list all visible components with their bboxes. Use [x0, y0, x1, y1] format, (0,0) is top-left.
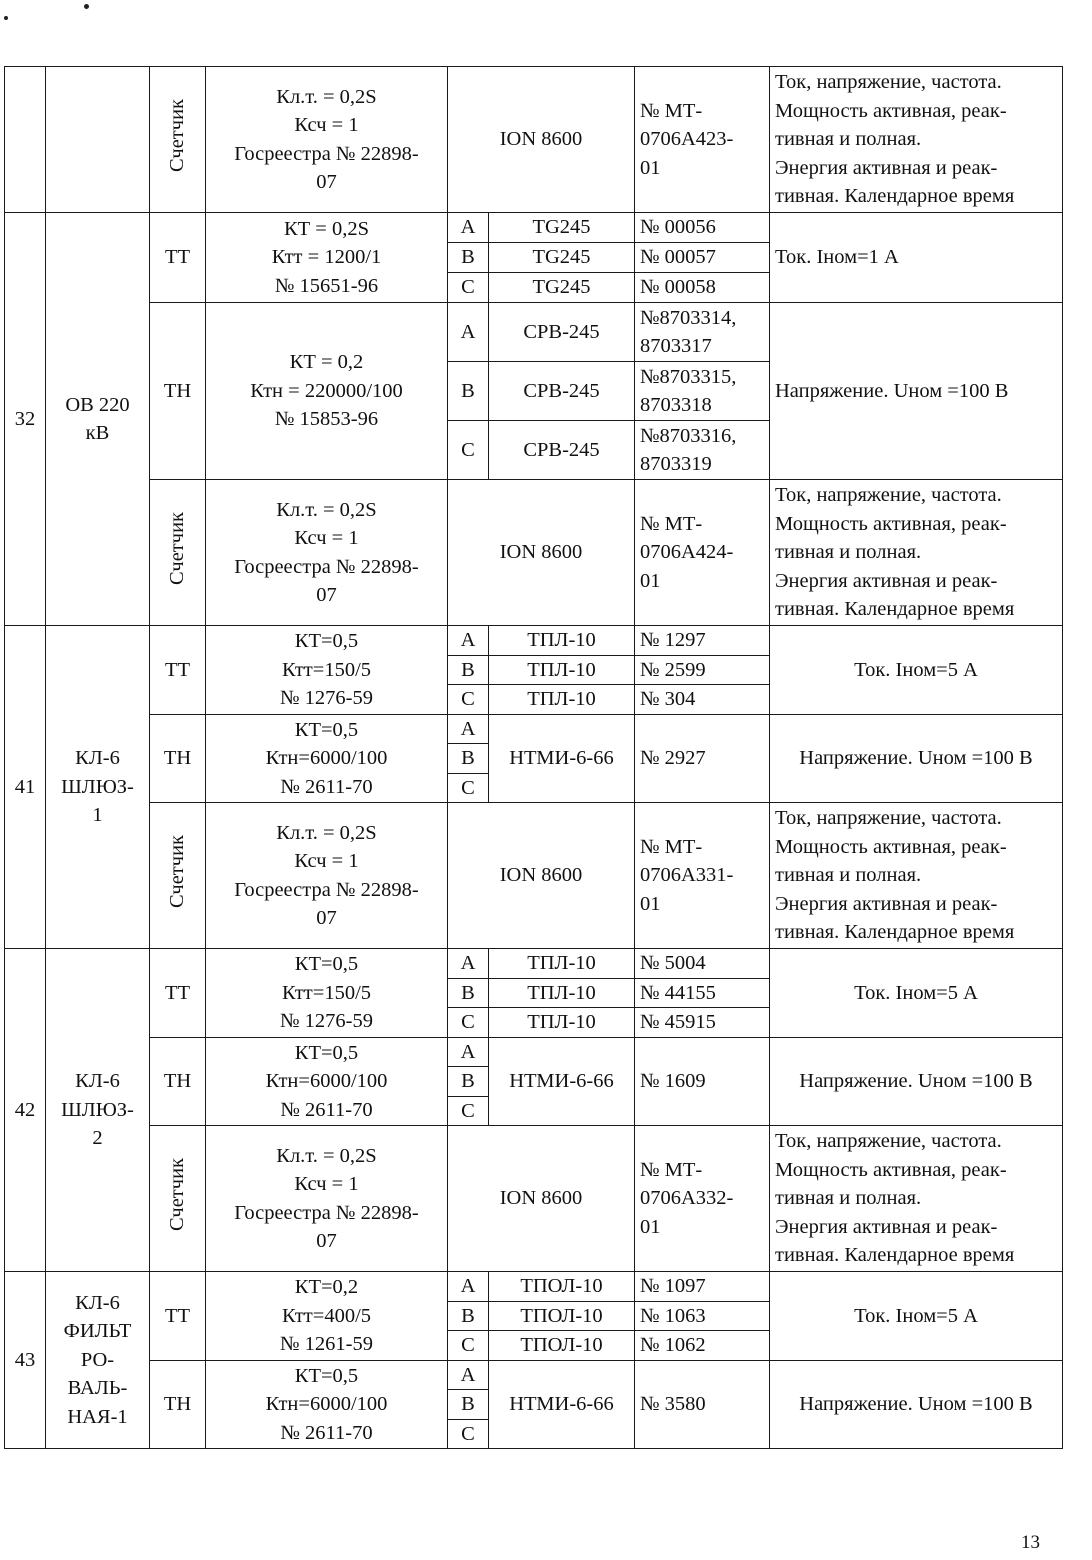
row-43-tt-param: Ток. Iном=5 А [770, 1272, 1063, 1361]
row-41-tt-phase-b: B [448, 655, 489, 685]
row-42-meter-model: ION 8600 [448, 1126, 635, 1272]
row-32-tt-param: Ток. Iном=1 А [770, 213, 1063, 303]
row-32-tt-type-b: TG245 [489, 243, 635, 273]
row-41-tt-phase-c: C [448, 685, 489, 715]
row-42-tt-serial-a: № 5004 [635, 949, 770, 979]
row-32-tt-spec: КТ = 0,2S Ктт = 1200/1 № 15651-96 [206, 213, 448, 303]
row-43-tt-serial-a: № 1097 [635, 1272, 770, 1302]
row-top-name-cell [46, 67, 150, 213]
row-43-tn-label: ТН [150, 1360, 206, 1449]
row-43-tt-label: ТТ [150, 1272, 206, 1361]
row-41-tt-label: ТТ [150, 626, 206, 715]
row-42-tn-spec: КТ=0,5 Ктн=6000/100 № 2611-70 [206, 1037, 448, 1126]
row-43-tn-phase-b: B [448, 1390, 489, 1420]
row-41-tn-serial: № 2927 [635, 714, 770, 803]
row-top-num-cell [5, 67, 46, 213]
row-41-meter-type: Счетчик [150, 803, 206, 949]
row-32-tn-phase-b: B [448, 362, 489, 421]
row-41-num: 41 [5, 626, 46, 949]
row-32-tn-serial-c: №8703316, 8703319 [635, 421, 770, 480]
row-41-tt-type-b: ТПЛ-10 [489, 655, 635, 685]
row-32-tn-phase-a: A [448, 303, 489, 362]
row-32-meter-type: Счетчик [150, 480, 206, 626]
row-43-tt-spec: КТ=0,2 Ктт=400/5 № 1261-59 [206, 1272, 448, 1361]
row-41-meter-params: Ток, напряжение, частота. Мощность активная, реак- тивная и полная. Энергия активная и реак- тивная. Календарное время [770, 803, 1063, 949]
row-43-tt-type-b: ТПОЛ-10 [489, 1301, 635, 1331]
row-32-name: ОВ 220 кВ [46, 213, 150, 626]
row-32-tn-type-b: СРВ-245 [489, 362, 635, 421]
row-43-tn-phase-c: C [448, 1419, 489, 1449]
row-43-tt-phase-a: A [448, 1272, 489, 1302]
row-42-meter-spec: Кл.т. = 0,2S Ксч = 1 Госреестра № 22898- 07 [206, 1126, 448, 1272]
row-32-tn-label: ТН [150, 303, 206, 480]
row-32-tt-serial-c: № 00058 [635, 273, 770, 303]
row-42-tt-phase-b: B [448, 978, 489, 1008]
row-43-tn-serial: № 3580 [635, 1360, 770, 1449]
row-41-meter-serial: № МТ- 0706A331- 01 [635, 803, 770, 949]
row-32-meter-spec: Кл.т. = 0,2S Ксч = 1 Госреестра № 22898- 07 [206, 480, 448, 626]
row-41-tn-phase-c: C [448, 773, 489, 803]
row-42-tn-type: НТМИ-6-66 [489, 1037, 635, 1126]
row-42-tn-label: ТН [150, 1037, 206, 1126]
row-42-tn-phase-b: B [448, 1067, 489, 1097]
row-41-tt-serial-c: № 304 [635, 685, 770, 715]
row-43-tt-phase-b: B [448, 1301, 489, 1331]
row-32-tt-serial-a: № 00056 [635, 213, 770, 243]
row-32-tt-label: ТТ [150, 213, 206, 303]
row-42-tt-phase-a: A [448, 949, 489, 979]
row-42-num: 42 [5, 949, 46, 1272]
row-42-meter-serial: № МТ- 0706A332- 01 [635, 1126, 770, 1272]
row-top-meter-serial: № МТ- 0706A423- 01 [635, 67, 770, 213]
row-42-tt-type-a: ТПЛ-10 [489, 949, 635, 979]
equipment-table [4, 66, 1063, 1449]
row-41-tn-param: Напряжение. Uном =100 В [770, 714, 1063, 803]
row-43-tn-phase-a: A [448, 1360, 489, 1390]
row-42-tn-serial: № 1609 [635, 1037, 770, 1126]
row-42-tt-serial-c: № 45915 [635, 1008, 770, 1038]
row-41-meter-spec: Кл.т. = 0,2S Ксч = 1 Госреестра № 22898- 07 [206, 803, 448, 949]
row-43-tt-serial-b: № 1063 [635, 1301, 770, 1331]
row-32-tt-type-a: TG245 [489, 213, 635, 243]
row-41-meter-model: ION 8600 [448, 803, 635, 949]
row-42-tn-phase-a: A [448, 1037, 489, 1067]
row-42-tn-param: Напряжение. Uном =100 В [770, 1037, 1063, 1126]
row-41-tn-type: НТМИ-6-66 [489, 714, 635, 803]
row-32-num: 32 [5, 213, 46, 626]
row-41-tt-type-c: ТПЛ-10 [489, 685, 635, 715]
row-32-meter-params: Ток, напряжение, частота. Мощность активная, реак- тивная и полная. Энергия активная и реак- тивная. Календарное время [770, 480, 1063, 626]
row-41-tt-param: Ток. Iном=5 А [770, 626, 1063, 715]
row-32-tt-phase-c: C [448, 273, 489, 303]
row-41-tt-spec: КТ=0,5 Ктт=150/5 № 1276-59 [206, 626, 448, 715]
row-41-name: КЛ-6 ШЛЮЗ- 1 [46, 626, 150, 949]
row-41-tn-spec: КТ=0,5 Ктн=6000/100 № 2611-70 [206, 714, 448, 803]
row-top-meter-params: Ток, напряжение, частота. Мощность активная, реак- тивная и полная. Энергия активная и реак- тивная. Календарное время [770, 67, 1063, 213]
row-43-tn-type: НТМИ-6-66 [489, 1360, 635, 1449]
row-42-tt-type-c: ТПЛ-10 [489, 1008, 635, 1038]
row-43-tn-spec: КТ=0,5 Ктн=6000/100 № 2611-70 [206, 1360, 448, 1449]
scan-speck-1 [4, 16, 8, 20]
row-32-meter-model: ION 8600 [448, 480, 635, 626]
row-42-meter-type: Счетчик [150, 1126, 206, 1272]
row-43-name: КЛ-6 ФИЛЬТ РО- ВАЛЬ- НАЯ-1 [46, 1272, 150, 1449]
scan-speck-2 [84, 4, 89, 9]
row-41-tt-phase-a: A [448, 626, 489, 656]
row-32-tn-type-a: СРВ-245 [489, 303, 635, 362]
row-43-num: 43 [5, 1272, 46, 1449]
row-top-meter-model: ION 8600 [448, 67, 635, 213]
row-42-tt-phase-c: C [448, 1008, 489, 1038]
row-42-tt-param: Ток. Iном=5 А [770, 949, 1063, 1038]
row-32-meter-serial: № МТ- 0706A424- 01 [635, 480, 770, 626]
row-32-tt-type-c: TG245 [489, 273, 635, 303]
row-top-meter-type: Счетчик [150, 67, 206, 213]
row-42-tn-phase-c: C [448, 1096, 489, 1126]
row-32-tn-param: Напряжение. Uном =100 В [770, 303, 1063, 480]
row-42-tt-type-b: ТПЛ-10 [489, 978, 635, 1008]
row-43-tt-type-a: ТПОЛ-10 [489, 1272, 635, 1302]
row-43-tt-serial-c: № 1062 [635, 1331, 770, 1361]
row-32-tn-spec: КТ = 0,2 Ктн = 220000/100 № 15853-96 [206, 303, 448, 480]
row-42-tt-spec: КТ=0,5 Ктт=150/5 № 1276-59 [206, 949, 448, 1038]
row-43-tt-phase-c: C [448, 1331, 489, 1361]
row-42-tt-serial-b: № 44155 [635, 978, 770, 1008]
row-43-tn-param: Напряжение. Uном =100 В [770, 1360, 1063, 1449]
row-32-tn-serial-a: №8703314, 8703317 [635, 303, 770, 362]
row-43-tt-type-c: ТПОЛ-10 [489, 1331, 635, 1361]
row-42-meter-params: Ток, напряжение, частота. Мощность активная, реак- тивная и полная. Энергия активная и реак- тивная. Календарное время [770, 1126, 1063, 1272]
row-32-tn-phase-c: C [448, 421, 489, 480]
row-32-tt-phase-a: A [448, 213, 489, 243]
row-32-tn-serial-b: №8703315, 8703318 [635, 362, 770, 421]
row-41-tt-serial-b: № 2599 [635, 655, 770, 685]
page-number: 13 [1021, 1532, 1040, 1553]
row-41-tt-serial-a: № 1297 [635, 626, 770, 656]
row-32-tt-phase-b: B [448, 243, 489, 273]
row-41-tn-label: ТН [150, 714, 206, 803]
row-top-meter-spec: Кл.т. = 0,2S Ксч = 1 Госреестра № 22898- 07 [206, 67, 448, 213]
row-32-tn-type-c: СРВ-245 [489, 421, 635, 480]
row-42-name: КЛ-6 ШЛЮЗ- 2 [46, 949, 150, 1272]
row-41-tn-phase-a: A [448, 714, 489, 744]
row-32-tt-serial-b: № 00057 [635, 243, 770, 273]
row-42-tt-label: ТТ [150, 949, 206, 1038]
row-41-tt-type-a: ТПЛ-10 [489, 626, 635, 656]
row-41-tn-phase-b: B [448, 744, 489, 774]
